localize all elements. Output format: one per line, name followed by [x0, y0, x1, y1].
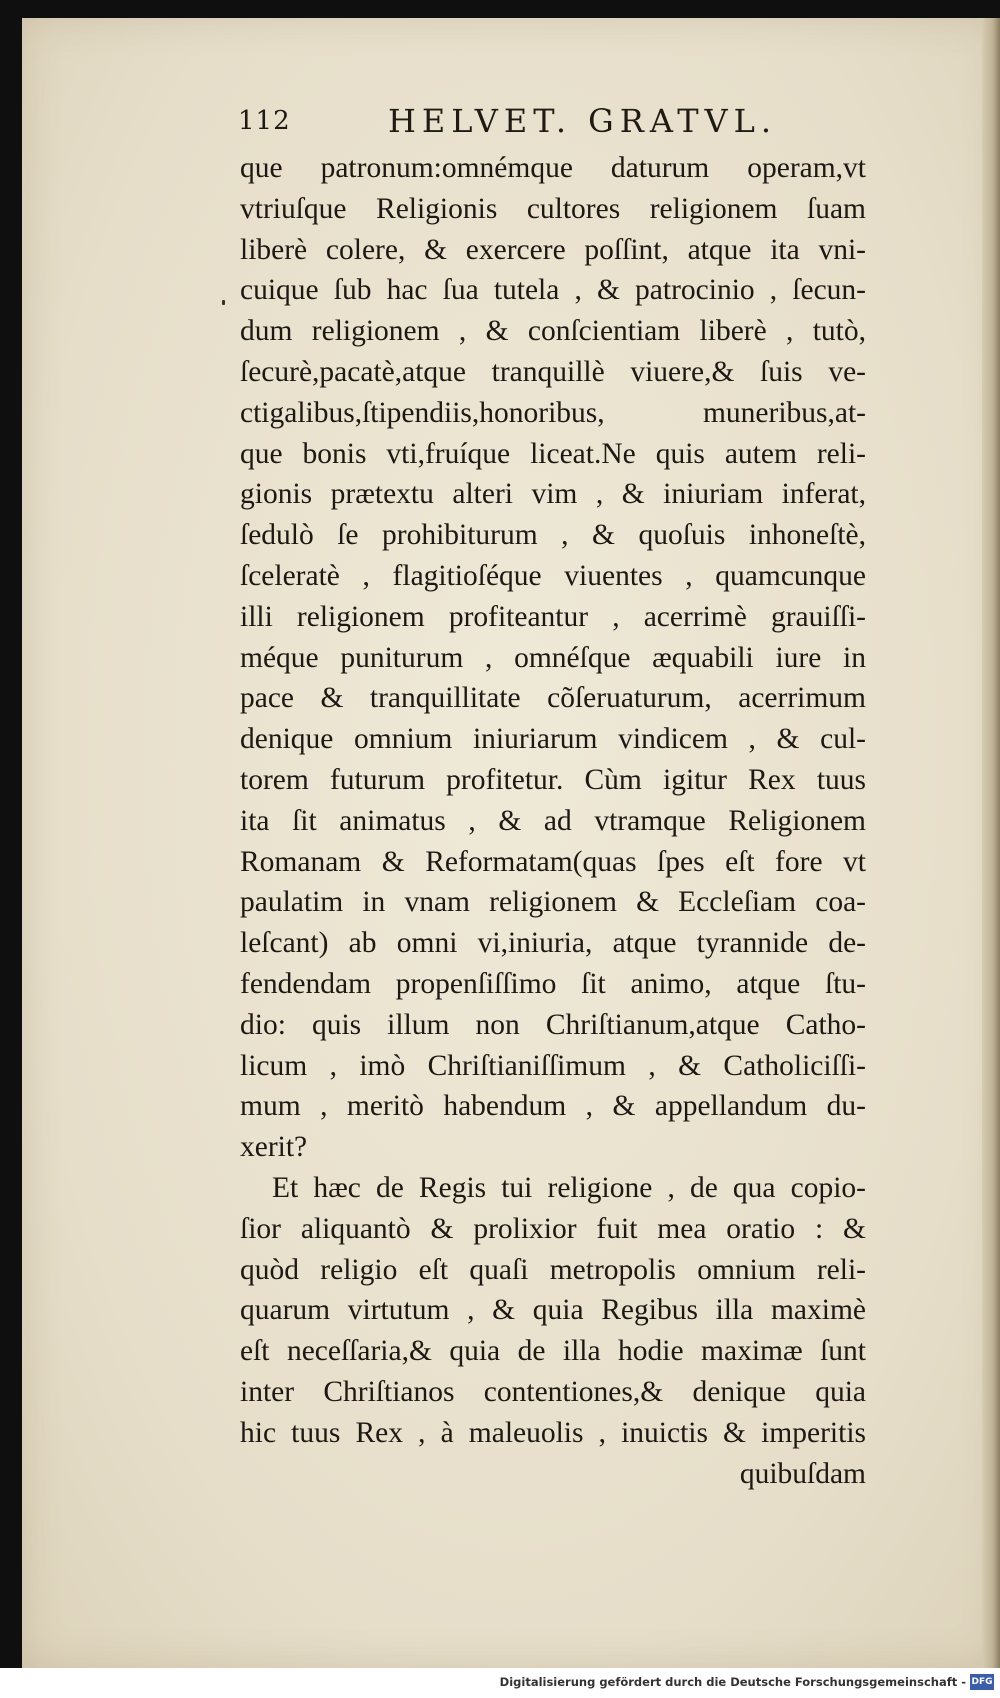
catchword: quibuſdam: [739, 1457, 866, 1490]
text-line: inter Chriſtianos contentiones,& denique quia: [240, 1375, 866, 1408]
text-line: dum religionem , & conſcientiam liberè , tutò,: [240, 315, 866, 348]
text-line: que patronum:omnémque daturum operam,vt: [240, 152, 866, 184]
text-line: paulatim in vnam religionem & Eccleſiam coa-: [240, 886, 866, 919]
text-line: liberè colere, & exercere poſſint, atque ita vni-: [240, 233, 866, 266]
text-line: ita ſit animatus , & ad vtramque Religionem: [240, 804, 866, 837]
text-line: licum , imò Chriſtianiſſimum , & Catholiciſſi-: [240, 1049, 866, 1082]
body-text: [240, 148, 866, 1494]
text-line: pace & tranquillitate cõſeruaturum, acerrimum: [240, 682, 866, 715]
dfg-logo: DFG: [970, 1674, 994, 1690]
text-line: vtriuſque Religionis cultores religionem ſuam: [240, 192, 866, 225]
text-line: denique omnium iniuriarum vindicem , & cul-: [240, 723, 866, 756]
running-title: HELVET. GRATVL.: [388, 102, 778, 140]
text-line: que bonis vti,fruíque liceat.Ne quis autem reli-: [240, 437, 866, 470]
text-line: eſt neceſſaria,& quia de illa hodie maximæ ſunt: [240, 1335, 866, 1368]
text-line: illi religionem profiteantur , acerrimè grauiſſi-: [240, 600, 866, 633]
text-line: quarum virtutum , & quia Regibus illa maximè: [240, 1294, 866, 1327]
text-line: xerit?: [240, 1131, 308, 1164]
text-line: gionis prætextu alteri vim , & iniuriam inferat,: [240, 478, 866, 511]
text-line: Romanam & Reformatam(quas ſpes eſt fore vt: [240, 845, 866, 878]
digitization-footer: [0, 1668, 1000, 1698]
text-line: torem futurum profitetur. Cùm igitur Rex tuus: [240, 763, 866, 796]
text-line: cuique ſub hac ſua tutela , & patrocinio , ſecun-: [240, 274, 866, 307]
text-line: dio: quis illum non Chriſtianum,atque Catho-: [240, 1008, 866, 1041]
page-fore-edge: [982, 18, 1000, 1668]
text-line: méque puniturum , omnéſque æquabili iure in: [240, 641, 866, 674]
text-line: Et hæc de Regis tui religione , de qua copio-: [272, 1171, 866, 1204]
text-line: fendendam propenſiſſimo ſit animo, atque ſtu-: [240, 967, 866, 1000]
text-line: ſecurè,pacatè,atque tranquillè viuere,& ſuis ve-: [240, 355, 866, 388]
text-line: mum , meritò habendum , & appellandum du-: [240, 1090, 866, 1123]
text-line: hic tuus Rex , à maleuolis , inuictis & imperitis: [240, 1416, 866, 1449]
text-line: ſedulò ſe prohibiturum , & quoſuis inhoneſtè,: [240, 519, 866, 552]
margin-mark: [222, 300, 225, 305]
text-line: ctigalibus,ſtipendiis,honoribus, muneribus,at-: [240, 396, 866, 429]
page-number: 112: [238, 106, 291, 136]
running-head: [238, 102, 858, 146]
text-line: ſceleratè , flagitioſéque viuentes , quamcunque: [240, 559, 866, 592]
funding-credit: Digitalisierung gefördert durch die Deutsche Forschungsgemeinschaft -: [499, 1675, 966, 1689]
text-line: leſcant) ab omni vi,iniuria, atque tyrannide de-: [240, 927, 866, 960]
text-line: quòd religio eſt quaſi metropolis omnium reli-: [240, 1253, 866, 1286]
text-line: ſior aliquantò & prolixior fuit mea oratio : &: [240, 1212, 866, 1245]
